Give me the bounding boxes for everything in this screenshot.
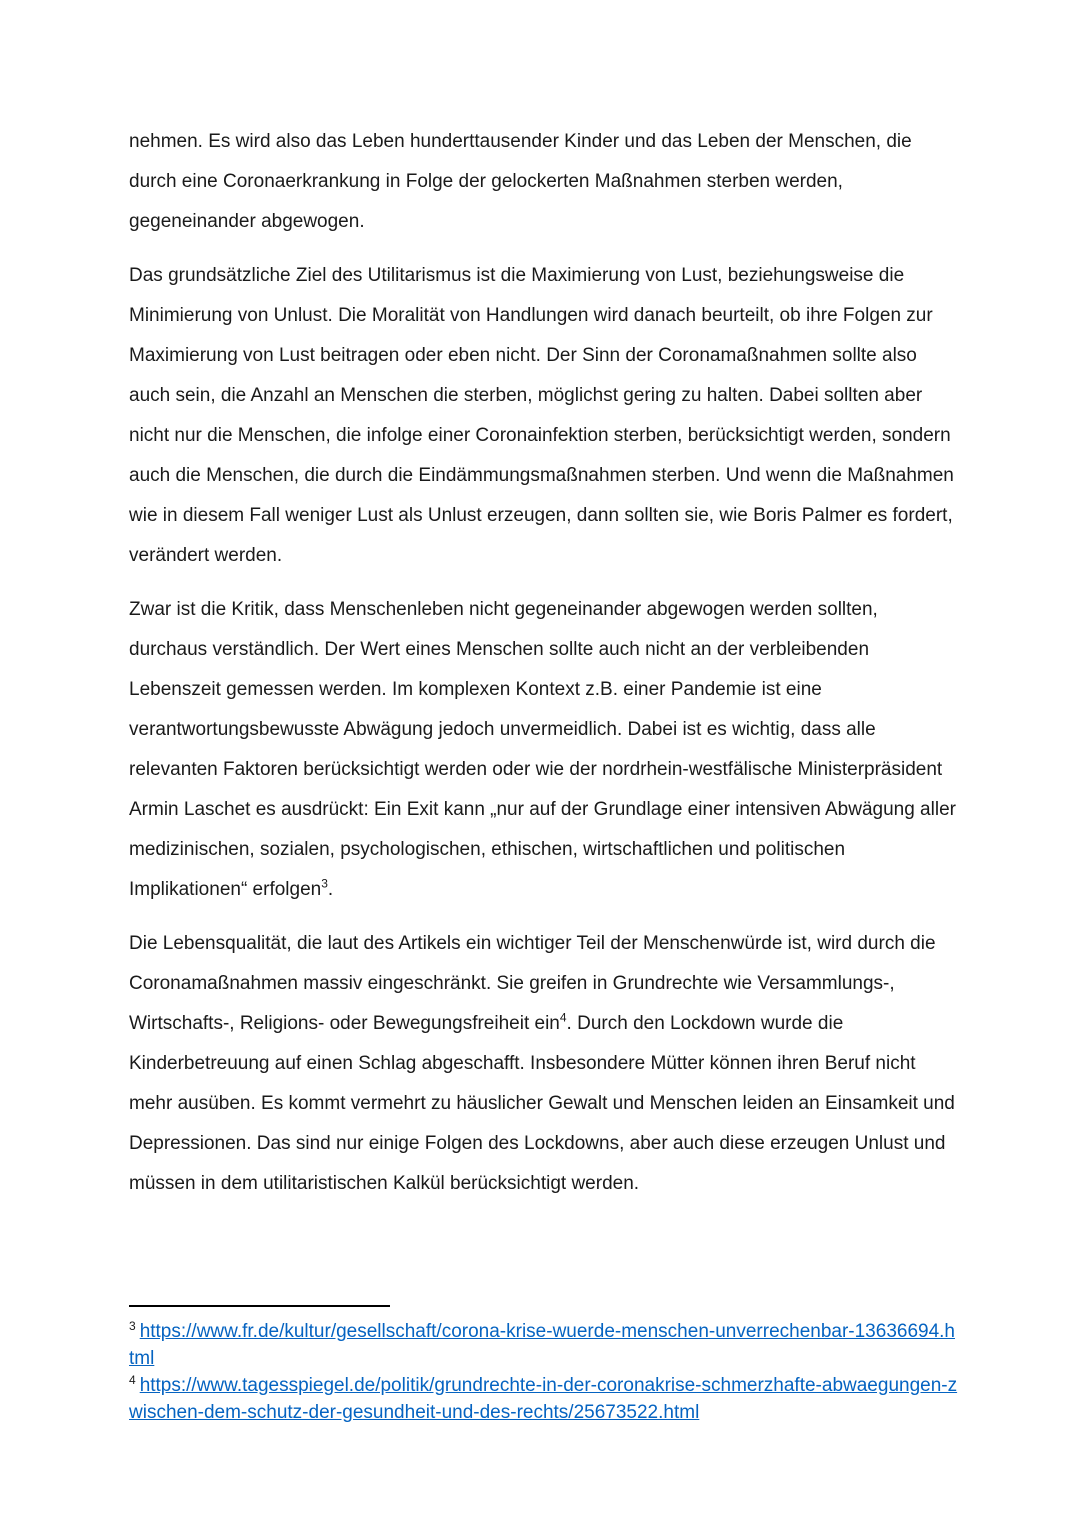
footnote-3 xyxy=(129,1318,959,1372)
paragraph-4 xyxy=(129,924,959,1204)
footnote-ref-3[interactable]: 3 xyxy=(321,876,328,891)
paragraph-4-text: Die Lebensqualität, die laut des Artikels ein wichtiger Teil der Menschenwürde ist, wird durch die Coronamaßnahmen massiv eingeschränkt. Sie greifen in Grundrechte wie Versammlungs-, Wirtschafts-, Religions- oder Bewegungsfreiheit ein xyxy=(129,933,936,1034)
paragraph-2-text: Das grundsätzliche Ziel des Utilitarismus ist die Maximierung von Lust, beziehungsweise die Minimierung von Unlust. Die Moralität von Handlungen wird danach beurteilt, ob ihre Folgen zur Maximierung von Lust beitragen oder eben nicht. Der Sinn der Coronamaßnahmen sollte also auch sein, die Anzahl an Menschen die sterben, möglichst gering zu halten. Dabei sollten aber nicht nur die Menschen, die infolge einer Coronainfektion sterben, berücksichtigt werden, sondern auch die Menschen, die durch die Eindämmungsmaßnahmen sterben. Und wenn die Maßnahmen wie in diesem Fall weniger Lust als Unlust erzeugen, dann sollten sie, wie Boris Palmer es fordert, verändert werden. xyxy=(129,265,954,566)
paragraph-1-text: nehmen. Es wird also das Leben hunderttausender Kinder und das Leben der Menschen, die durch eine Coronaerkrankung in Folge der gelockerten Maßnahmen sterben werden, gegeneinander abgewogen. xyxy=(129,131,912,232)
footnote-ref-4[interactable]: 4 xyxy=(559,1010,567,1025)
paragraph-3 xyxy=(129,590,959,910)
paragraph-2 xyxy=(129,256,959,576)
footnotes xyxy=(129,1318,959,1426)
paragraph-3-tail: . xyxy=(327,879,334,900)
footnote-link-4[interactable]: https://www.tagesspiegel.de/politik/grundrechte-in-der-coronakrise-schmerzhafte-abwaegungen-zwischen-dem-schutz-der-gesundheit-und-des-rechts/25673522.html xyxy=(129,1375,958,1423)
body-text xyxy=(129,122,959,1218)
paragraph-4-tail: . Durch den Lockdown wurde die Kinderbetreuung auf einen Schlag abgeschafft. Insbesondere Mütter können ihren Beruf nicht mehr ausüben. Es kommt vermehrt zu häuslicher Gewalt und Menschen leiden an Einsamkeit und Depressionen. Das sind nur einige Folgen des Lockdowns, aber auch diese erzeugen Unlust und müssen in dem utilitaristischen Kalkül berücksichtigt werden. xyxy=(129,1013,955,1194)
paragraph-1 xyxy=(129,122,959,242)
footnote-mark-4: 4 xyxy=(129,1372,136,1387)
footnote-4 xyxy=(129,1372,959,1426)
paragraph-3-text: Zwar ist die Kritik, dass Menschenleben nicht gegeneinander abgewogen werden sollten, durchaus verständlich. Der Wert eines Menschen sollte auch nicht an der verbleibenden Lebenszeit gemessen werden. Im komplexen Kontext z.B. einer Pandemie ist eine verantwortungsbewusste Abwägung jedoch unvermeidlich. Dabei ist es wichtig, dass alle relevanten Faktoren berücksichtigt werden oder wie der nordrhein-westfälische Ministerpräsident Armin Laschet es ausdrückt: Ein Exit kann „nur auf der Grundlage einer intensiven Abwägung aller medizinischen, sozialen, psychologischen, ethischen, wirtschaftlichen und politischen Implikationen“ erfolgen xyxy=(129,599,956,900)
footnote-separator xyxy=(129,1305,390,1307)
footnote-link-3[interactable]: https://www.fr.de/kultur/gesellschaft/corona-krise-wuerde-menschen-unverrechenbar-13636694.html xyxy=(129,1321,955,1369)
footnote-mark-3: 3 xyxy=(129,1318,136,1333)
